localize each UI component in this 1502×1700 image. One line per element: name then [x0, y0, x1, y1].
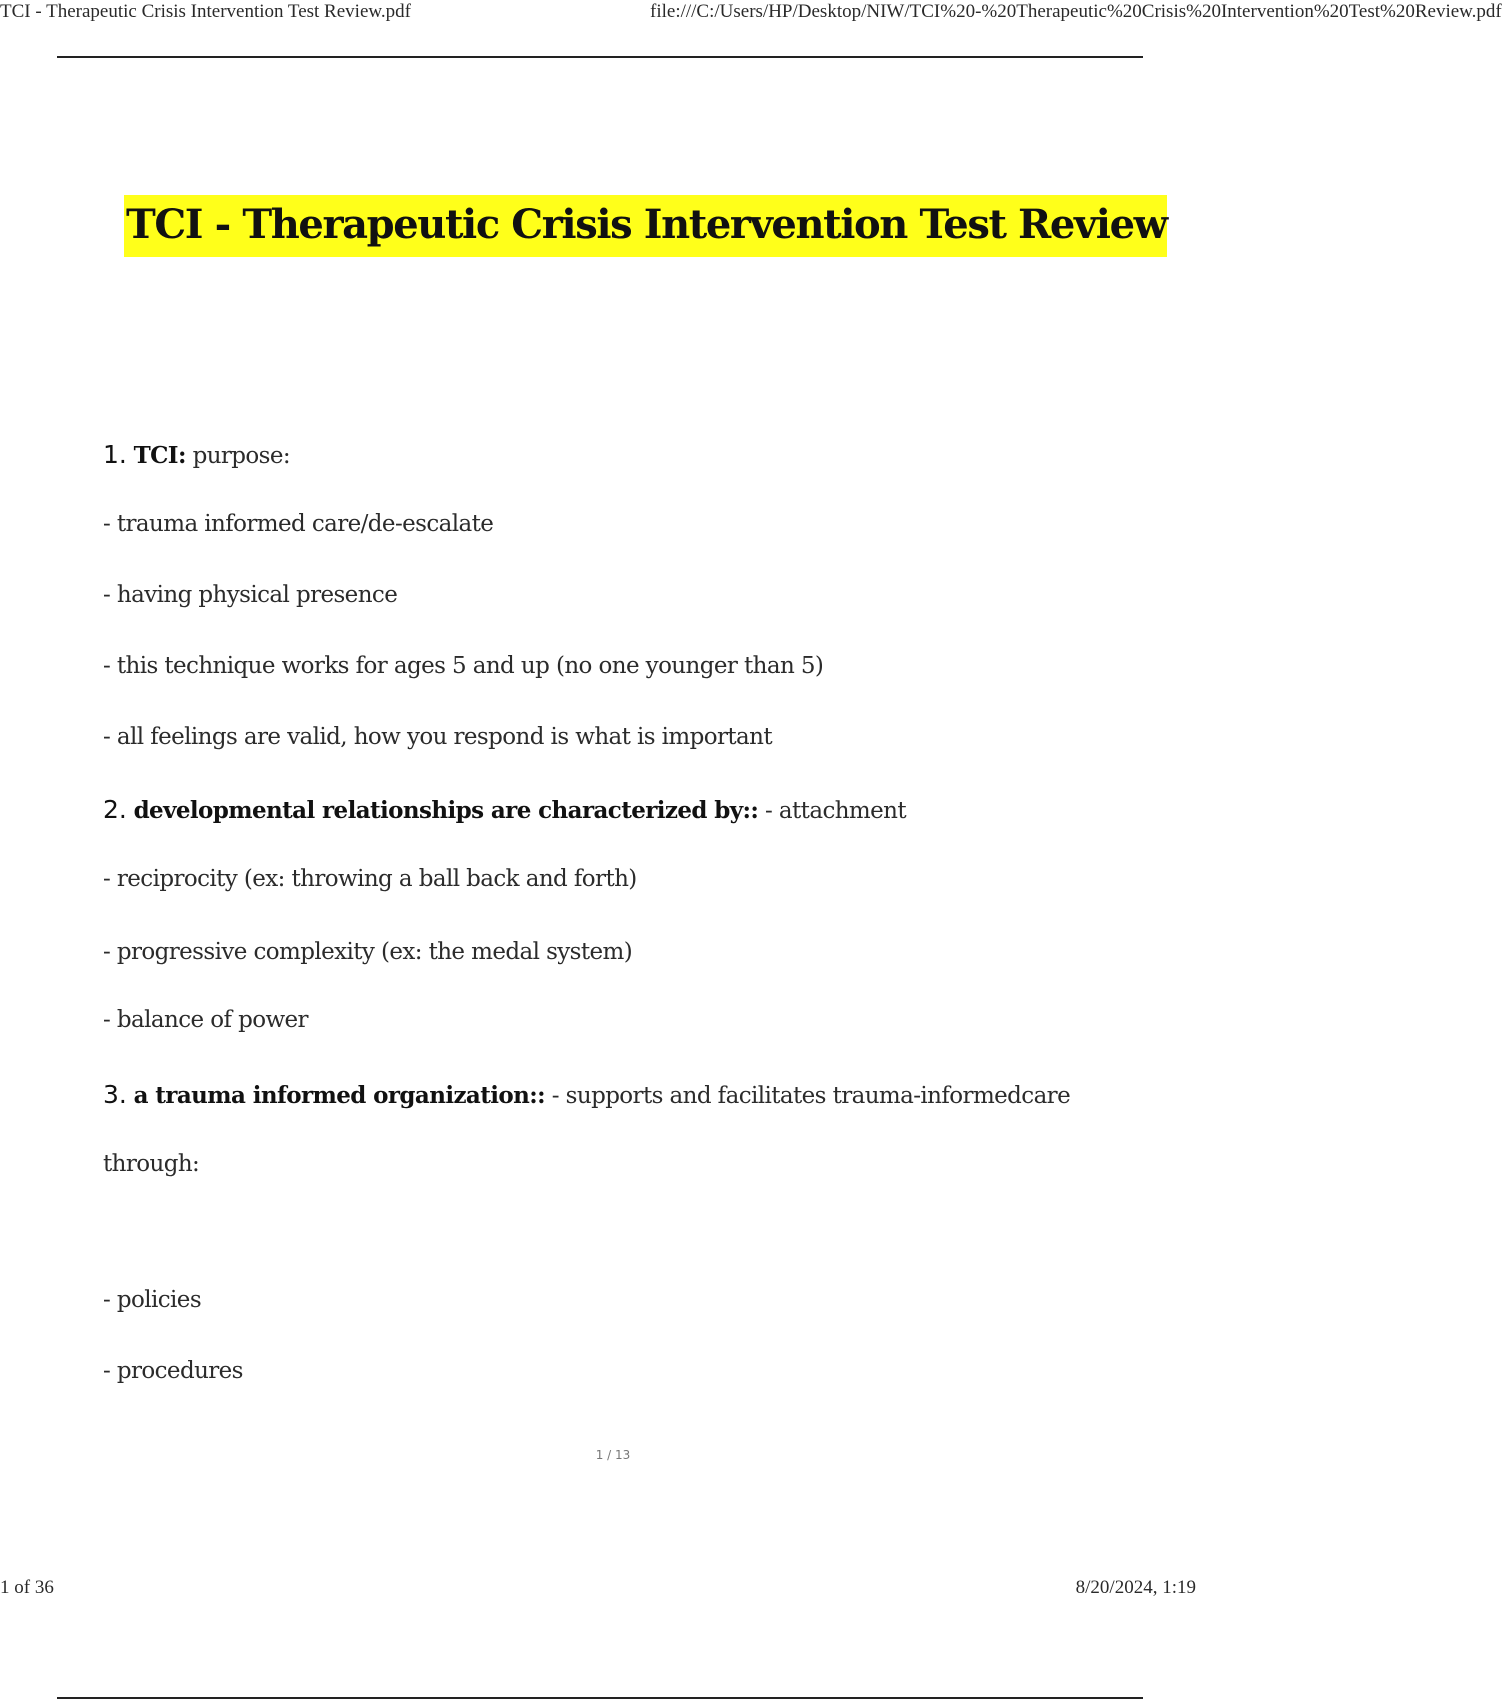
- question-number: 2.: [103, 795, 127, 824]
- question-answer: - attachment: [765, 798, 907, 824]
- header-divider: [57, 56, 1143, 58]
- answer-line: - procedures: [103, 1358, 243, 1384]
- answer-line: - all feelings are valid, how you respond is what is important: [103, 724, 773, 750]
- print-header-doc-name: TCI - Therapeutic Crisis Intervention Test Review.pdf: [0, 1, 411, 22]
- answer-line: - balance of power: [103, 1007, 308, 1033]
- print-header-url: file:///C:/Users/HP/Desktop/NIW/TCI%20-%20Therapeutic%20Crisis%20Intervention%20Test%20Review.pdf: [650, 1, 1502, 22]
- question-number: 3.: [103, 1080, 127, 1109]
- question-1: [103, 440, 290, 469]
- answer-line: - policies: [103, 1287, 202, 1313]
- print-footer-page-count: 1 of 36: [0, 1577, 54, 1598]
- question-answer: purpose:: [192, 443, 291, 469]
- answer-line: - having physical presence: [103, 582, 398, 608]
- question-3: [103, 1080, 1070, 1109]
- answer-line: - this technique works for ages 5 and up (no one younger than 5): [103, 653, 824, 679]
- question-2: [103, 795, 906, 824]
- title-highlight: [124, 195, 1167, 257]
- page-indicator: 1 / 13: [595, 1448, 631, 1462]
- question-term: TCI:: [133, 442, 186, 469]
- question-term: developmental relationships are characterized by::: [133, 797, 759, 824]
- answer-line: - trauma informed care/de-escalate: [103, 511, 494, 537]
- print-footer-datetime: 8/20/2024, 1:19: [1075, 1577, 1196, 1598]
- answer-line: - reciprocity (ex: throwing a ball back and forth): [103, 866, 637, 892]
- question-term: a trauma informed organization::: [133, 1082, 546, 1109]
- answer-line: through:: [103, 1151, 200, 1177]
- question-answer: - supports and facilitates trauma-informedcare: [551, 1083, 1071, 1109]
- document-title: TCI - Therapeutic Crisis Intervention Test Review: [124, 195, 1167, 257]
- footer-divider: [57, 1697, 1143, 1699]
- answer-line: - progressive complexity (ex: the medal system): [103, 939, 633, 965]
- question-number: 1.: [103, 440, 127, 469]
